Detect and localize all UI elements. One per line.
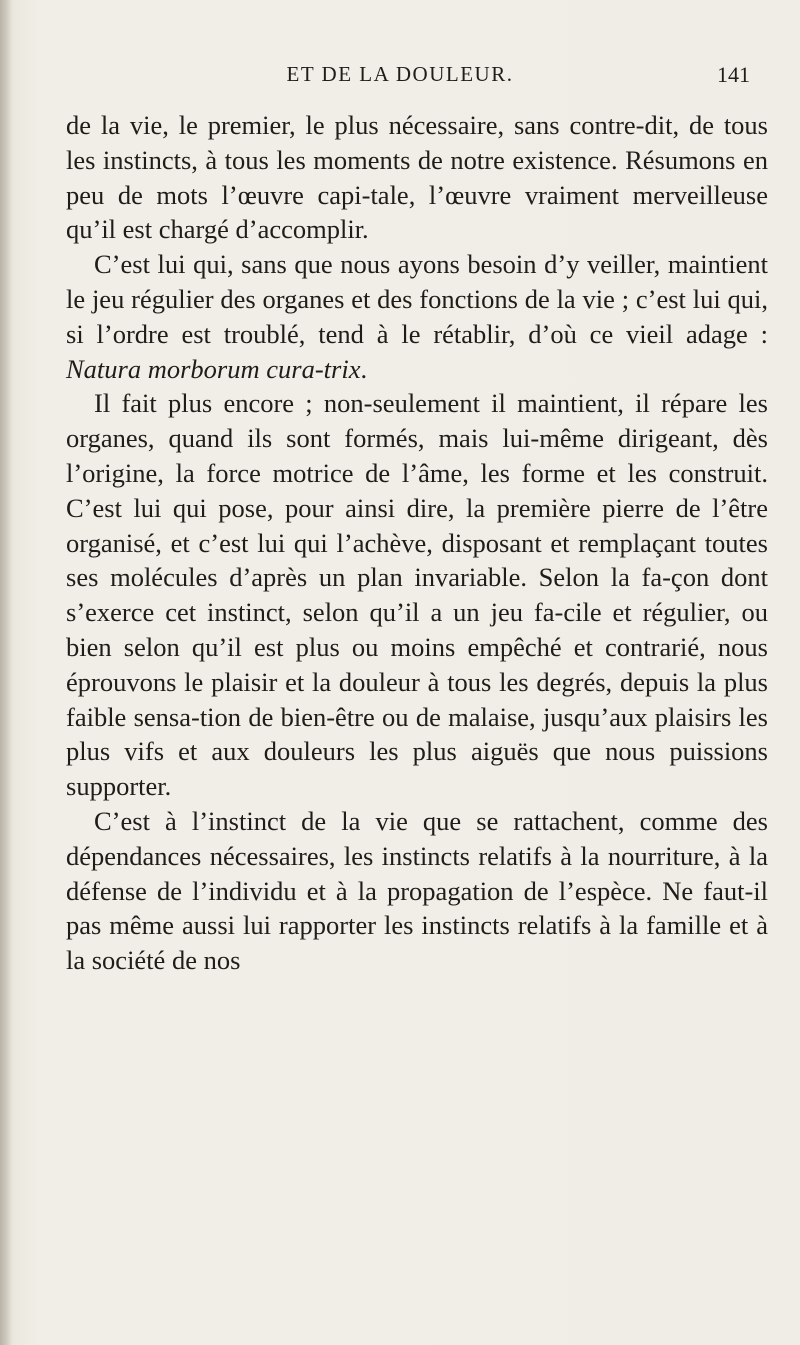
latin-adage: Natura morborum cura-trix: [66, 353, 361, 384]
binding-gutter: [0, 0, 12, 1345]
paragraph-adage: [66, 247, 768, 386]
running-head: [0, 60, 800, 92]
paragraph-adage-end: .: [360, 353, 368, 384]
body-text: [66, 108, 768, 978]
paragraph-continuation: de la vie, le premier, le plus nécessaire, sans contre-dit, de tous les instincts, à tous les moments de notre existence. Résumons en peu de mots l’œuvre capi-tale, l’œuvre vraiment merveilleuse qu’il est chargé d’accomplir.: [66, 110, 768, 245]
paragraph-adage-text: C’est lui qui, sans que nous ayons besoin d’y veiller, maintient le jeu régulier des organes et des fonctions de la vie ; c’est lui qui, si l’ordre est troublé, tend à le rétablir, d’où ce vieil adage :: [66, 249, 768, 349]
paragraph-repair: Il fait plus encore ; non-seulement il maintient, il répare les organes, quand ils sont formés, mais lui-même dirigeant, dès l’origine, la force motrice de l’âme, les forme et les construit. C’est lui qui pose, pour ainsi dire, la première pierre de l’être organisé, et c’est lui qui l’achève, disposant et remplaçant toutes ses molécules d’après un plan invariable. Selon la fa-çon dont s’exerce cet instinct, selon qu’il a un jeu fa-cile et régulier, ou bien selon qu’il est plus ou moins empêché et contrarié, nous éprouvons le plaisir et la douleur à tous les degrés, depuis la plus faible sensa-tion de bien-être ou de malaise, jusqu’aux plaisirs les plus vifs et aux douleurs les plus aiguës que nous puissions supporter.: [66, 388, 768, 802]
page-number: 141: [717, 62, 750, 87]
paragraph-instincts: C’est à l’instinct de la vie que se rattachent, comme des dépendances nécessaires, les instincts relatifs à la nourriture, à la défense de l’individu et à la propagation de l’espèce. Ne faut-il pas même aussi lui rapporter les instincts relatifs à la famille et à la société de nos: [66, 805, 768, 976]
running-title: ET DE LA DOULEUR.: [286, 62, 514, 86]
